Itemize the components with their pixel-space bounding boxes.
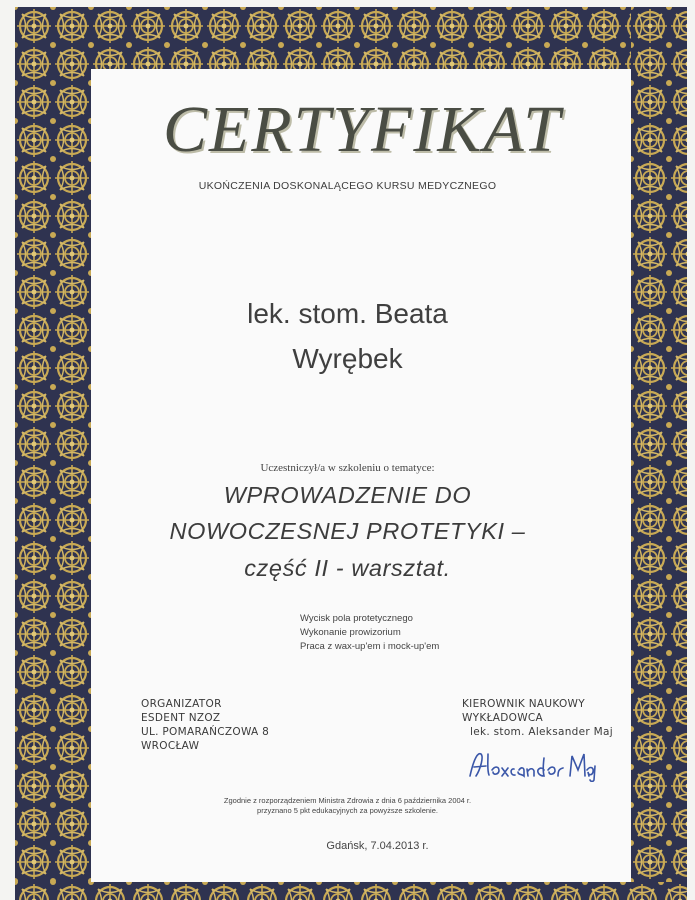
course-topic: Wykonanie prowizorium	[300, 627, 401, 638]
course-topic: Wycisk pola protetycznego	[300, 613, 413, 624]
course-title-line2: NOWOCZESNEJ PROTETYKI –	[169, 518, 526, 544]
course-title-line1: WPROWADZENIE DO	[223, 482, 472, 508]
scientific-lead-block	[462, 697, 613, 739]
recipient-name-line1: lek. stom. Beata	[247, 298, 448, 329]
course-topic: Praca z wax-up'em i mock-up'em	[300, 641, 440, 652]
ornamental-border-bottom	[15, 882, 687, 900]
organizer-label: ORGANIZATOR	[141, 698, 222, 710]
scientific-lead-label: KIEROWNIK NAUKOWY	[462, 698, 585, 710]
regulation-note-line1: Zgodnie z rozporządzeniem Ministra Zdrowia z dnia 6 października 2004 r.	[223, 796, 472, 805]
organizer-block	[141, 697, 269, 753]
course-title-line3: część II - warsztat.	[244, 555, 451, 581]
place-and-date: Gdańsk, 7.04.2013 r.	[326, 840, 429, 852]
organizer-street: UL. POMARAŃCZOWA 8	[141, 726, 270, 738]
certificate-title: CERTYFIKAT	[163, 93, 562, 166]
organizer-name: ESDENT NZOZ	[141, 712, 221, 724]
lecturer-label: WYKŁADOWCA	[462, 712, 544, 724]
certificate-subtitle: UKOŃCZENIA DOSKONALĄCEGO KURSU MEDYCZNEGO	[198, 180, 497, 192]
course-topics-list	[300, 612, 439, 654]
participation-intro: Uczestniczył/a w szkoleniu o tematyce:	[260, 462, 435, 474]
lecturer-signature	[466, 748, 598, 787]
recipient-name-line2: Wyrębek	[292, 343, 403, 374]
regulation-note-line2: przyznano 5 pkt edukacyjnych za powyższe szkolenie.	[257, 806, 438, 815]
lecturer-name: lek. stom. Aleksander Maj	[470, 726, 613, 738]
organizer-city: WROCŁAW	[141, 740, 200, 752]
ornamental-border-top	[15, 7, 687, 69]
